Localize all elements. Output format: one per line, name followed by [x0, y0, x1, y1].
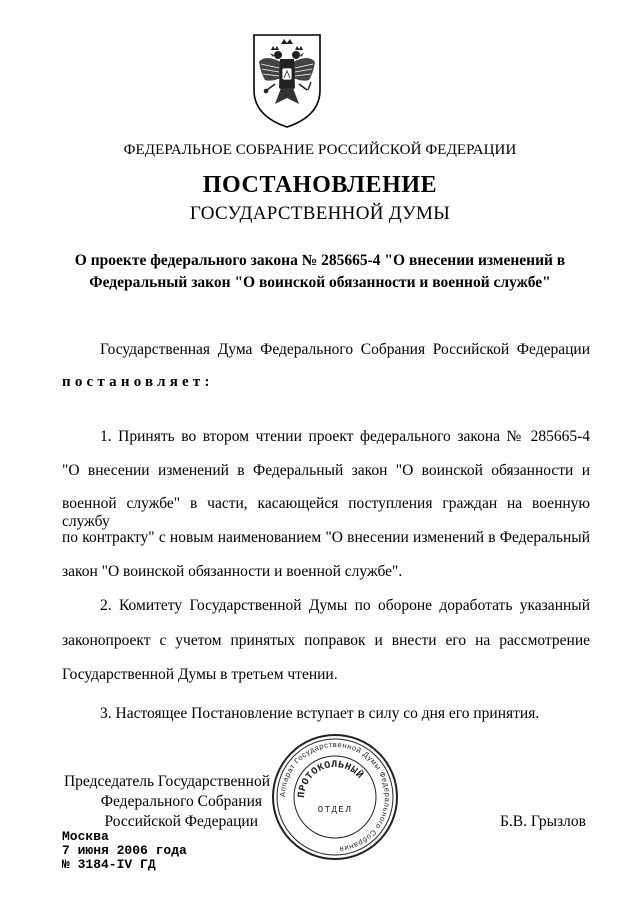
- signatory-title-line: Федерального Собрания: [100, 793, 262, 810]
- svg-text:Аппарат Государственной Думы Ф: [278, 740, 392, 854]
- city-label: Москва: [62, 829, 109, 844]
- seal-center-text: ОТДЕЛ: [317, 805, 353, 815]
- date-label: 7 июня 2006 года: [62, 843, 187, 858]
- item-2-line: законопроект с учетом принятых поправок и внести его на рассмотрение: [62, 632, 590, 649]
- coat-of-arms-emblem: [251, 32, 323, 130]
- svg-text:ПРОТОКОЛЬНЫЙ: [297, 760, 367, 798]
- seal-outer-text: Аппарат Государственной Думы Федерального Собрания: [277, 739, 393, 854]
- item-1-line: по контракту" с новым наименованием "О внесении изменений в Федеральный: [62, 529, 590, 546]
- document-type-title: ПОСТАНОВЛЕНИЕ: [202, 172, 438, 198]
- double-headed-eagle-icon: [251, 32, 323, 130]
- decrees-word: постановляет:: [62, 374, 214, 390]
- item-1-line: закон "О воинской обязанности и военной службе".: [62, 563, 403, 580]
- item-1-line: 1. Принять во втором чтении проект федерального закона № 285665-4: [100, 428, 590, 445]
- item-2-line: Государственной Думы в третьем чтении.: [62, 666, 338, 683]
- subject-line: О проекте федерального закона № 285665-4 "О внесении изменений в: [74, 252, 566, 269]
- signatory-title-line: Председатель Государственной: [63, 773, 270, 790]
- item-1-line: военной службе" в части, касающейся поступления граждан на военную службу: [62, 495, 590, 530]
- assembly-title: ФЕДЕРАЛЬНОЕ СОБРАНИЕ РОССИЙСКОЙ ФЕДЕРАЦИИ: [123, 142, 517, 158]
- item-3-line: 3. Настоящее Постановление вступает в силу со дня его принятия.: [100, 705, 540, 722]
- item-1-line: "О внесении изменений в Федеральный закон "О воинской обязанности и: [62, 462, 590, 479]
- item-2-line: 2. Комитету Государственной Думы по обороне доработать указанный: [100, 597, 590, 614]
- seal-inner-text: ПРОТОКОЛЬНЫЙ: [296, 759, 365, 799]
- document-number: № 3184-IV ГД: [62, 857, 156, 872]
- official-seal-stamp: [270, 732, 400, 862]
- document-subtitle: ГОСУДАРСТВЕННОЙ ДУМЫ: [189, 203, 451, 224]
- signatory-name: Б.В. Грызлов: [500, 813, 586, 830]
- signatory-title-line: Российской Федерации: [104, 813, 258, 830]
- preamble-text: Государственная Дума Федерального Собрания Российской Федерации: [100, 341, 590, 358]
- subject-line: Федеральный закон "О воинской обязанности и военной службе": [89, 274, 551, 291]
